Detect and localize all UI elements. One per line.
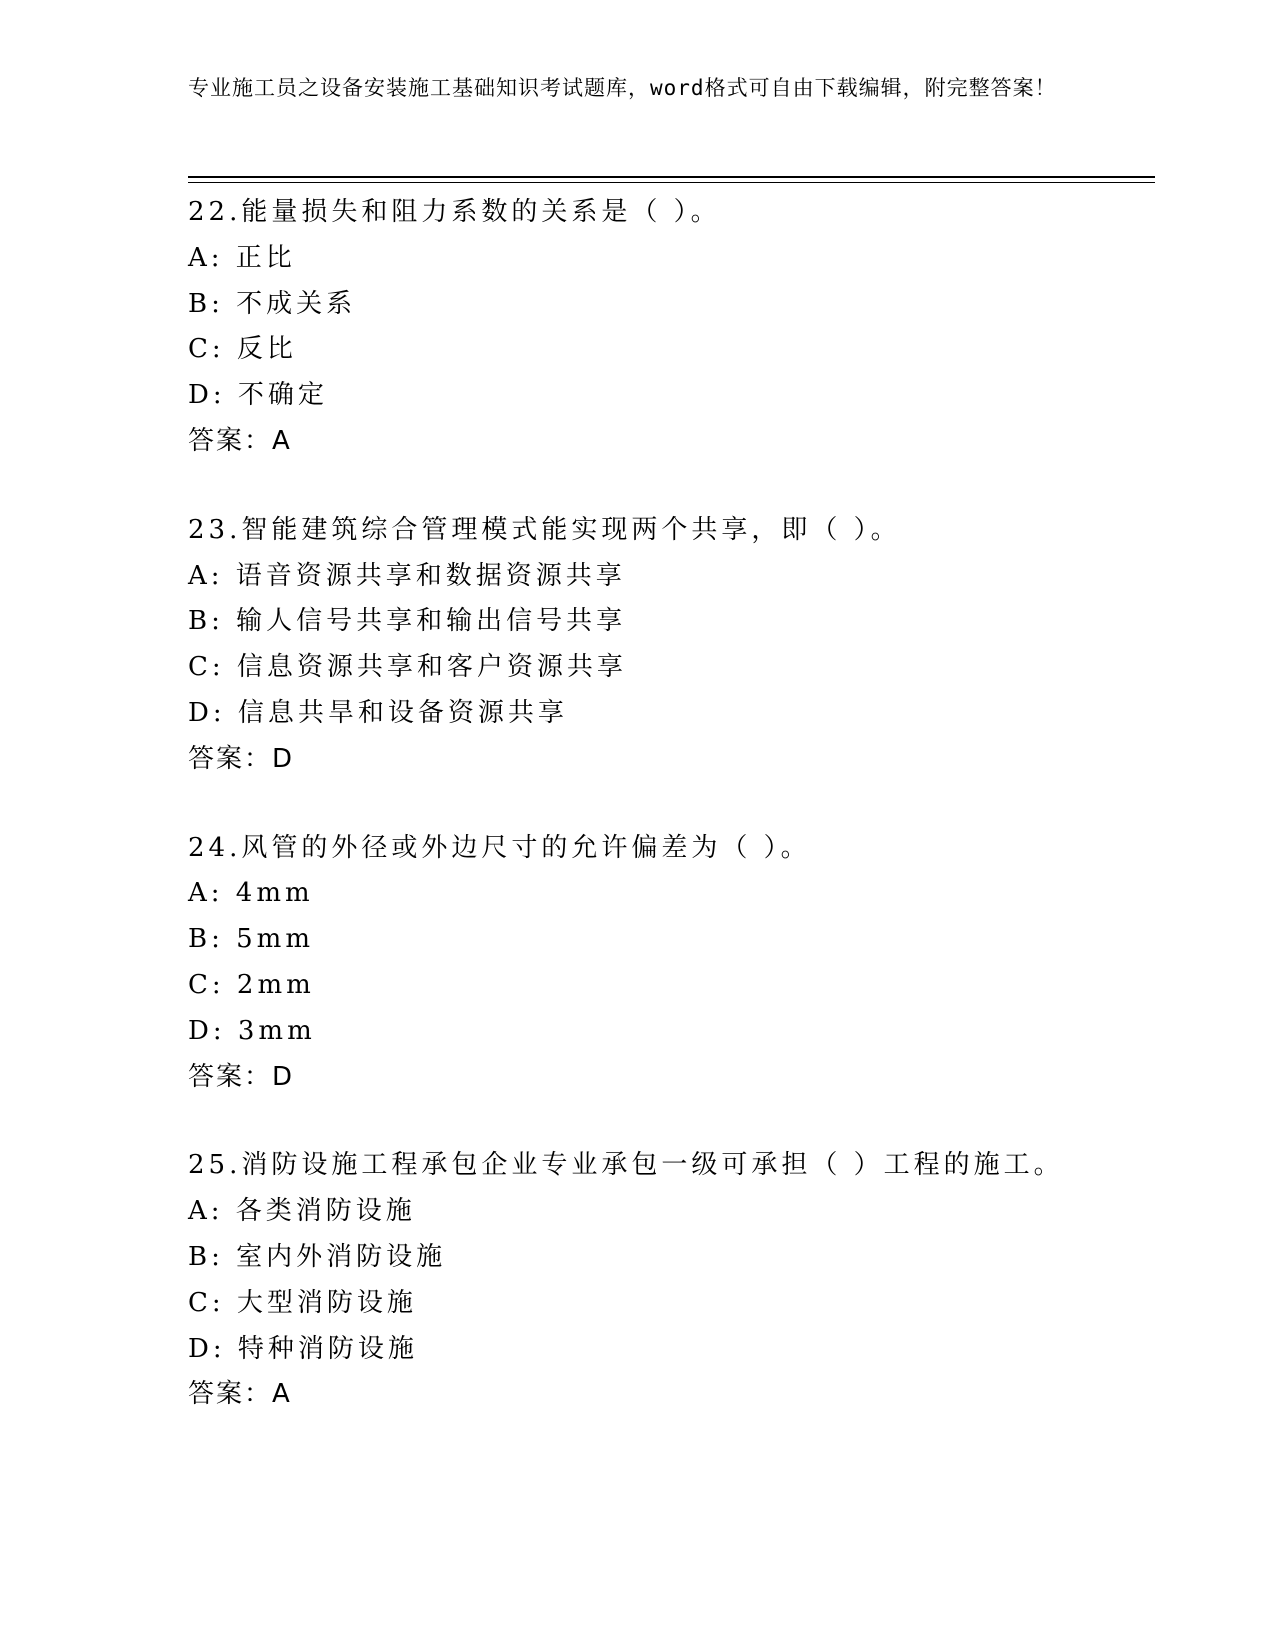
- option-c: C: 2mm: [188, 969, 315, 1000]
- question-stem: 22.能量损失和阻力系数的关系是（ ）。: [188, 197, 721, 227]
- answer: 答案：D: [188, 743, 295, 774]
- question-list: [188, 190, 1148, 1461]
- option-b: B: 室内外消防设施: [188, 1241, 447, 1272]
- option-d: D: 3mm: [188, 1015, 316, 1046]
- option-b: B: 5mm: [188, 924, 314, 955]
- question-23: [188, 508, 1148, 783]
- option-c: C: 大型消防设施: [188, 1287, 417, 1318]
- option-a: A: 各类消防设施: [188, 1196, 416, 1227]
- question-22: [188, 190, 1148, 465]
- question-stem: 23.智能建筑综合管理模式能实现两个共享，即（ ）。: [188, 514, 901, 545]
- question-stem: 25.消防设施工程承包企业专业承包一级可承担（ ）工程的施工。: [188, 1150, 1064, 1181]
- question-25: [188, 1143, 1148, 1418]
- header-divider-thin: [188, 182, 1155, 183]
- option-a: A: 正比: [188, 242, 296, 273]
- document-header: 专业施工员之设备安装施工基础知识考试题库，word格式可自由下载编辑，附完整答案！: [188, 76, 1057, 100]
- answer: 答案：D: [188, 1061, 295, 1092]
- option-d: D: 不确定: [188, 380, 328, 411]
- option-c: C: 反比: [188, 334, 297, 365]
- option-c: C: 信息资源共享和客户资源共享: [188, 652, 627, 683]
- option-b: B: 输人信号共享和输出信号共享: [188, 606, 627, 637]
- answer: 答案：A: [188, 425, 292, 456]
- option-b: B: 不成关系: [188, 288, 357, 319]
- question-24: [188, 826, 1148, 1101]
- header-divider-thick: [188, 176, 1155, 178]
- option-d: D: 特种消防设施: [188, 1333, 418, 1364]
- question-stem: 24.风管的外径或外边尺寸的允许偏差为（ ）。: [188, 832, 811, 863]
- answer: 答案：A: [188, 1379, 292, 1410]
- option-a: A: 4mm: [188, 878, 314, 909]
- option-d: D: 信息共旱和设备资源共享: [188, 697, 568, 728]
- option-a: A: 语音资源共享和数据资源共享: [188, 560, 626, 591]
